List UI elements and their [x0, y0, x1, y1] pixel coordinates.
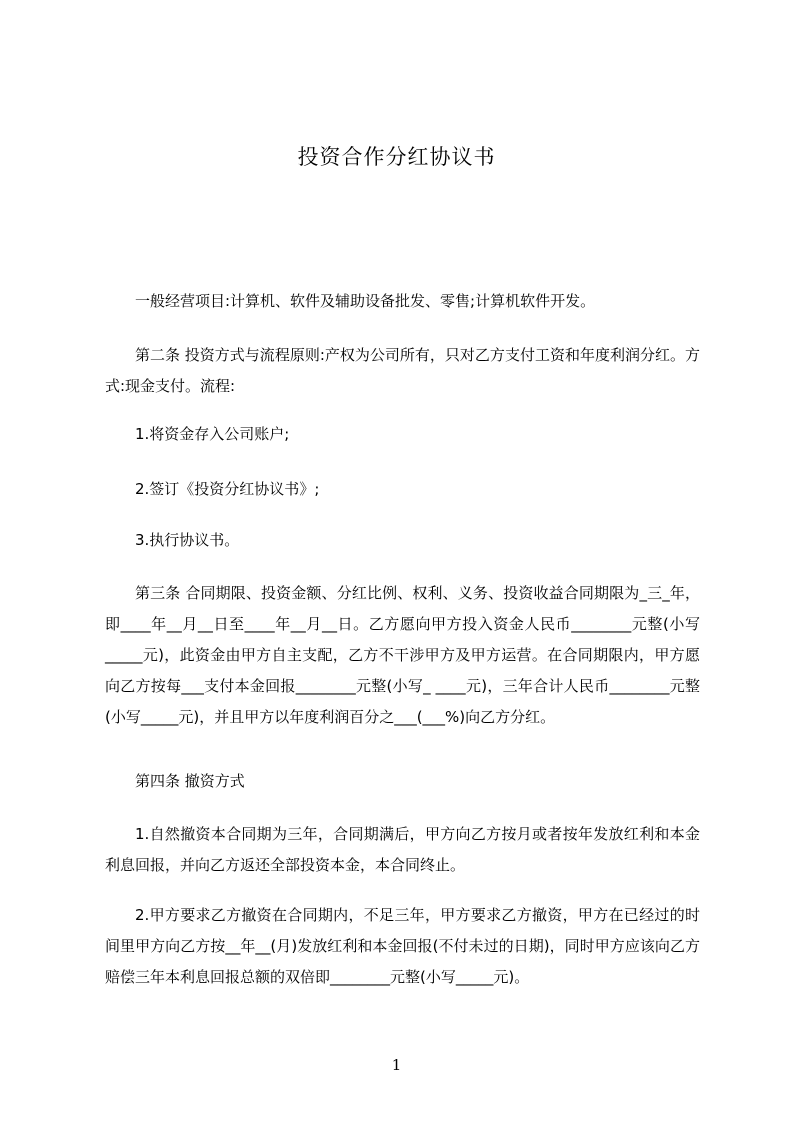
paragraph-withdrawal-1: 1.自然撤资本合同期为三年，合同期满后，甲方向乙方按月或者按年发放红利和本金利息回报，并向乙方返还全部投资本金，本合同终止。	[105, 825, 700, 874]
paragraph-step-2: 2.签订《投资分红协议书》;	[135, 480, 320, 498]
paragraph-step-1: 1.将资金存入公司账户;	[135, 425, 290, 443]
page-number: 1	[391, 1056, 402, 1074]
document-title: 投资合作分红协议书	[297, 145, 496, 169]
paragraph-article-2: 第二条 投资方式与流程原则:产权为公司所有，只对乙方支付工资和年度利润分红。方式:现金支付。流程:	[105, 346, 700, 395]
paragraph-withdrawal-2: 2.甲方要求乙方撤资在合同期内，不足三年，甲方要求乙方撤资，甲方在已经过的时间里甲方向乙方按__年__(月)发放红利和本金回报(不付未过的日期)，同时甲方应该向乙方赔偿三年本利息回报总额的双倍即________元整(小写_____元)。	[105, 906, 700, 986]
paragraph-article-3: 第三条 合同期限、投资金额、分红比例、权利、义务、投资收益合同期限为_三_年，即____年__月__日至____年__月__日。乙方愿向甲方投入资金人民币________元整(小写_____元)，此资金由甲方自主支配，乙方不干涉甲方及甲方运营。在合同期限内，甲方愿向乙方按每___支付本金回报________元整(小写_ ____元)，三年合计人民币________元整(小写_____元)，并且甲方以年度利润百分之___(___%)向乙方分红。	[105, 584, 700, 726]
paragraph-article-4-heading: 第四条 撤资方式	[135, 772, 245, 790]
paragraph-step-3: 3.执行协议书。	[135, 531, 240, 549]
paragraph-business-scope: 一般经营项目:计算机、软件及辅助设备批发、零售;计算机软件开发。	[135, 292, 596, 310]
